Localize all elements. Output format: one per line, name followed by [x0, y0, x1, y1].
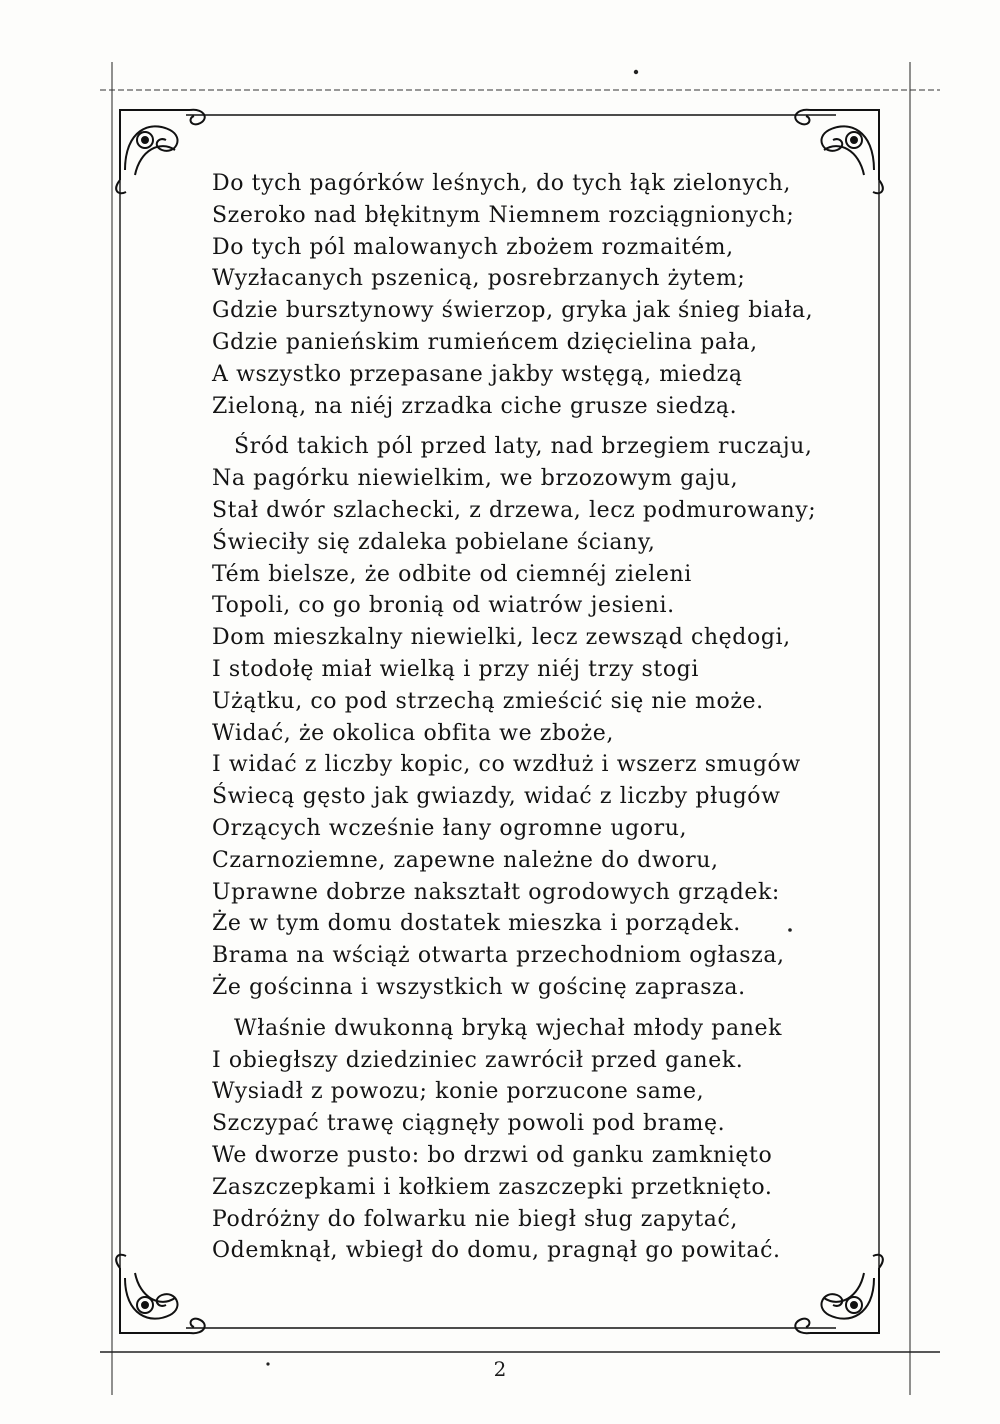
corner-ornament-top-left-icon	[116, 110, 204, 193]
stanza-1	[212, 168, 832, 422]
stanza-2	[212, 431, 832, 1003]
verse-line: Odemknął, wbiegł do domu, pragnął go powitać.	[212, 1238, 781, 1264]
verse-line: Orzących wcześnie łany ogromne ugoru,	[212, 815, 688, 841]
verse-line: Szeroko nad błękitnym Niemnem rozciągnionych;	[212, 202, 795, 228]
verse-line: Że w tym domu dostatek mieszka i porządek.	[212, 911, 741, 937]
page-number: 2	[493, 1357, 507, 1381]
verse-line: Czarnoziemne, zapewne należne do dworu,	[212, 847, 719, 873]
verse-line: Zaszczepkami i kołkiem zaszczepki przetknięto.	[212, 1174, 773, 1200]
verse-line: I stodołę miał wielką i przy niéj trzy stogi	[212, 656, 699, 682]
verse-line: Brama na wściąż otwarta przechodniom ogłasza,	[212, 943, 785, 969]
corner-ornament-bottom-left-icon	[116, 1255, 204, 1333]
verse-line: A wszystko przepasane jakby wstęgą, miedzą	[212, 361, 743, 387]
verse-line: Dom mieszkalny niewielki, lecz zewsząd chędogi,	[212, 625, 791, 651]
verse-line: Że gościnna i wszystkich w gościnę zaprasza.	[212, 974, 746, 1000]
verse-line: Topoli, co go bronią od wiatrów jesieni.	[212, 593, 675, 619]
verse-line: Podróżny do folwarku nie biegł sług zapytać,	[212, 1206, 739, 1232]
scan-speck	[266, 1362, 269, 1365]
verse-line: Gdzie bursztynowy świerzop, gryka jak śnieg biała,	[212, 298, 814, 324]
verse-line: Świecą gęsto jak gwiazdy, widać z liczby pługów	[212, 784, 781, 810]
verse-line: Wyzłacanych pszenicą, posrebrzanych żytem;	[212, 266, 746, 292]
verse-line: Właśnie dwukonną bryką wjechał młody panek	[234, 1015, 783, 1041]
verse-line: Śród takich pól przed laty, nad brzegiem ruczaju,	[234, 434, 813, 460]
verse-line: Świeciły się zdaleka pobielane ściany,	[212, 529, 656, 555]
verse-line: Na pagórku niewielkim, we brzozowym gaju,	[212, 466, 739, 492]
scan-speck	[634, 70, 638, 74]
verse-line: Szczypać trawę ciągnęły powoli pod bramę.	[212, 1111, 726, 1137]
verse-line: Tém bielsze, że odbite od ciemnéj zieleni	[212, 561, 692, 587]
verse-line: I obiegłszy dziedziniec zawrócił przed ganek.	[212, 1047, 744, 1073]
verse-line: Wysiadł z powozu; konie porzucone same,	[212, 1079, 705, 1105]
verse-line: Stał dwór szlachecki, z drzewa, lecz podmurowany;	[212, 497, 817, 523]
verse-line: We dworze pusto: bo drzwi od ganku zamknięto	[212, 1142, 773, 1168]
stanza-3	[212, 1013, 832, 1267]
verse-line: Użątku, co pod strzechą zmieścić się nie może.	[212, 688, 764, 714]
verse-line: Do tych pagórków leśnych, do tych łąk zielonych,	[212, 171, 791, 196]
verse-line: Gdzie panieńskim rumieńcem dzięcielina pała,	[212, 329, 758, 355]
verse-line: Widać, że okolica obfita we zboże,	[212, 720, 614, 746]
poem-text	[212, 168, 832, 1276]
verse-line: Zieloną, na niéj zrzadka ciche grusze siedzą.	[212, 393, 738, 419]
verse-line: Do tych pól malowanych zbożem rozmaitém,	[212, 234, 734, 260]
verse-line: Uprawne dobrze nakształt ogrodowych grządek:	[212, 879, 780, 905]
verse-line: I widać z liczby kopic, co wzdłuż i wszerz smugów	[212, 752, 801, 778]
